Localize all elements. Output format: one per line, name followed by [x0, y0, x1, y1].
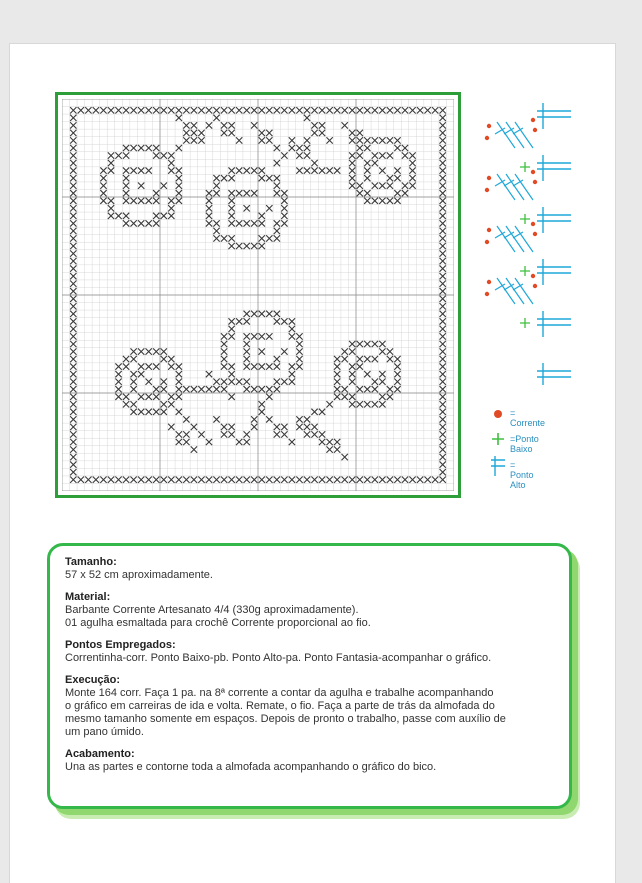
section-line: o gráfico em carreiras de ida e volta. Remate, o fio. Faça a parte de trás da almofada do — [65, 700, 495, 712]
section-acabamento — [65, 748, 560, 774]
section-material — [65, 591, 560, 630]
section-title: Execução: — [65, 674, 121, 686]
fan-stitch-group — [485, 118, 537, 172]
section-title: Tamanho: — [65, 556, 117, 568]
ponto-alto-symbol — [537, 363, 571, 385]
section-line: um pano úmido. — [65, 726, 144, 738]
blue-double-cross-icon — [490, 454, 508, 478]
legend-corrente-label: = Corrente — [510, 408, 546, 428]
section-tamanho — [65, 556, 560, 582]
section-line: Barbante Corrente Artesanato 4/4 (330g aproximadamente). — [65, 604, 359, 616]
section-line: Correntinha-corr. Ponto Baixo-pb. Ponto Alto-pa. Ponto Fantasia-acompanhar o gráfico. — [65, 652, 492, 664]
green-plus-icon — [490, 431, 506, 447]
section-line: 01 agulha esmaltada para crochê Corrente proporcional ao fio. — [65, 617, 371, 629]
ponto-alto-symbol — [537, 155, 571, 181]
filet-chart-frame — [55, 92, 461, 498]
fan-stitch-group — [485, 170, 537, 224]
section-title: Material: — [65, 591, 111, 603]
red-dot-icon — [490, 406, 506, 422]
section-pontos — [65, 639, 560, 665]
section-line: Monte 164 corr. Faça 1 pa. na 8ª corrente a contar da agulha e trabalhe acompanhando — [65, 687, 494, 699]
border-stitch-diagram — [475, 95, 585, 385]
fan-stitch-group — [485, 222, 537, 276]
ponto-alto-symbol — [537, 207, 571, 233]
ponto-alto-symbol — [537, 103, 571, 129]
filet-crochet-chart — [62, 99, 454, 491]
section-line: mesmo tamanho somente em espaços. Depois de pronto o trabalho, passe com auxílio de — [65, 713, 506, 725]
legend-ponto-alto-label: = Ponto Alto — [510, 460, 534, 490]
fan-stitch-group — [485, 274, 537, 328]
section-execucao — [65, 674, 560, 739]
ponto-alto-symbol — [537, 259, 571, 285]
ponto-alto-symbol — [537, 311, 571, 337]
instructions-box — [47, 543, 572, 809]
section-line: 57 x 52 cm aproximadamente. — [65, 569, 213, 581]
legend-ponto-baixo-label: =Ponto Baixo — [510, 434, 539, 454]
section-title: Pontos Empregados: — [65, 639, 176, 651]
section-line: Una as partes e contorne toda a almofada acompanhando o gráfico do bico. — [65, 761, 437, 773]
section-title: Acabamento: — [65, 748, 135, 760]
